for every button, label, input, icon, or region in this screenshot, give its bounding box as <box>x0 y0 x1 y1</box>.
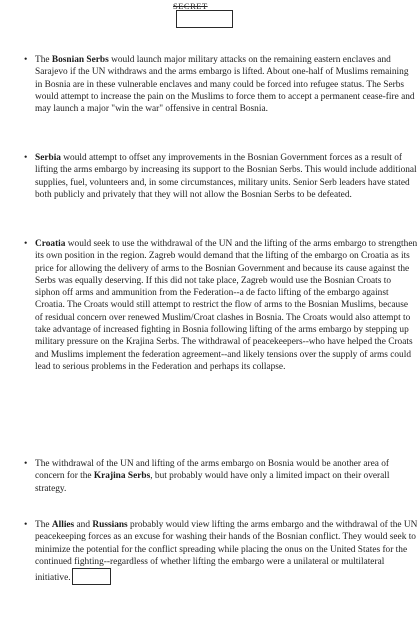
paragraph-text: , but probably would have only a limited impact on their overall strategy. <box>35 471 390 494</box>
paragraph-lead: The <box>35 55 52 65</box>
bullet-icon: • <box>24 520 28 530</box>
bullet-icon: • <box>24 55 28 65</box>
list-item <box>24 152 418 201</box>
list-item <box>24 519 418 585</box>
list-item <box>24 238 418 373</box>
paragraph <box>35 238 418 373</box>
paragraph-middle: and <box>74 520 93 530</box>
paragraph-text: would attempt to offset any improvements in the Bosnian Government forces as a result of lifting the arms embargo by increasing its support to the Bosnian Serbs. This would include additional supplies, fuel, volunteers and, in some circumstances, military units. Senior Serb leaders have stated both publicly and privately that they will not allow the Bosnian Serbs to be defeated. <box>35 153 417 200</box>
paragraph-text: probably would view lifting the arms embargo and the withdrawal of the UN peacekeeping forces as an excuse for washing their hands of the Bosnian conflict. They would seek to minimize the potential for the conflict spreading while placing the onus on the United States for the continued fighting--regardless of whether lifting the embargo were a unilateral or multilateral initiative. <box>35 520 418 584</box>
paragraph-subject-2: Russians <box>92 520 128 530</box>
list-item <box>24 458 418 495</box>
bullet-icon: • <box>24 239 28 249</box>
paragraph-lead: The withdrawal of the UN and lifting of the arms embargo on Bosnia would be another area of concern for the <box>35 459 390 482</box>
paragraph <box>35 519 418 585</box>
paragraph-text: would launch major military attacks on the remaining eastern enclaves and Sarajevo if the UN withdraws and the arms embargo is lifted. About one-half of Muslims remaining in Bosnia are in these vulnerable enclaves and many could be forced into refugee status. The Serbs would attempt to increase the pain on the Muslims to force them to accept a permanent cease-fire and may launch a major "win the war" offensive in central Bosnia. <box>35 55 415 115</box>
page-header <box>0 0 420 34</box>
list-item <box>24 54 418 115</box>
paragraph-lead: The <box>35 520 52 530</box>
paragraph-subject: Bosnian Serbs <box>51 55 109 65</box>
classification-marking: SECRET <box>173 1 208 11</box>
paragraph <box>35 458 418 495</box>
redaction-box <box>176 10 233 28</box>
paragraph <box>35 54 418 115</box>
bullet-icon: • <box>24 459 28 469</box>
redaction-box <box>72 568 111 585</box>
paragraph-text: would seek to use the withdrawal of the UN and the lifting of the arms embargo to strengthen its own position in the region. Zagreb would demand that the lifting of the embargo on Croatia as its price for allowing the delivery of arms to the Bosnian Government and because its cause against the Serbs was equally deserving. If this did not take place, Zagreb would use the Bosnian Croats to siphon off arms and ammunition from the Federation--a de facto lifting of the embargo against Croatia. The Croats would still attempt to restrict the flow of arms to the Bosnian Muslims, because of residual concern over renewed Muslim/Croat clashes in Bosnia. The Croats would also attempt to take advantage of increased fighting in Bosnia following lifting of the arms embargo by stepping up military pressure on the Krajina Serbs. The withdrawal of peacekeepers--who have helped the Croats and Muslims implement the federation agreement--and likely tensions over the supply of arms could lead to serious problems in the Federation and perhaps its collapse. <box>35 239 418 372</box>
paragraph-subject: Krajina Serbs <box>93 471 151 482</box>
paragraph-subject: Croatia <box>35 239 66 249</box>
paragraph <box>35 152 418 201</box>
paragraph-subject: Allies <box>51 520 75 530</box>
paragraph-subject: Serbia <box>35 153 61 163</box>
bullet-icon: • <box>24 153 28 163</box>
